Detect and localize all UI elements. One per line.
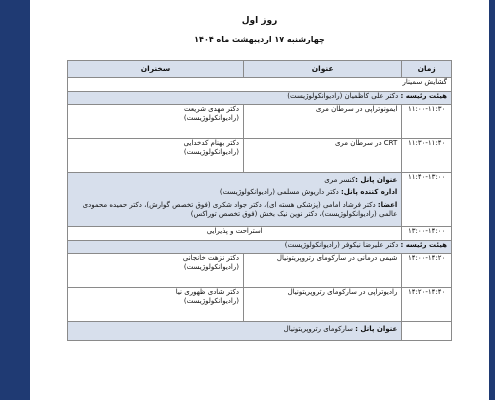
talk-title: ایمونوتراپی در سرطان مری <box>243 105 401 139</box>
speaker-specialty: (رادیوانکولوژیست) <box>183 263 239 272</box>
panel-moderator: دکتر داریوش مسلمی (رادیوانکولوژیست) <box>219 188 341 197</box>
table-row <box>68 105 452 139</box>
panel-title: سارکومای رتروپریتونیال <box>283 324 356 333</box>
talk-speaker <box>68 287 244 321</box>
talk-time: ۱۴:۰۰-۱۴:۲۰ <box>402 253 452 287</box>
speaker-specialty: (رادیوانکولوژیست) <box>183 297 239 306</box>
panel-members-label: اعضا: <box>377 200 398 209</box>
panel-row <box>68 321 452 340</box>
panel-time <box>402 321 452 340</box>
chair-row <box>68 240 452 253</box>
chair-text: دکتر علی کاظمیان (رادیوانکولوژیست) <box>287 92 401 100</box>
chair-cell <box>68 92 452 105</box>
program-table <box>67 60 452 341</box>
speaker-specialty: (رادیوانکولوژیست) <box>183 114 239 123</box>
column-header-title: عنوان <box>243 61 401 78</box>
talk-time: ۱۴:۲۰-۱۴:۴۰ <box>402 287 452 321</box>
talk-title: شیمی درمانی در سارکومای رتروپریتونیال <box>243 253 401 287</box>
panel-time: ۱۱:۴۰-۱۳:۰۰ <box>402 173 452 227</box>
chair-label: هیئت رئیسه : <box>400 240 447 249</box>
table-row <box>68 287 452 321</box>
document-page <box>30 0 489 400</box>
break-time: ۱۳:۰۰-۱۴:۰۰ <box>402 226 452 240</box>
chair-cell <box>68 240 452 253</box>
right-edge-band <box>489 0 495 400</box>
talk-speaker <box>68 139 244 173</box>
talk-title: CRT در سرطان مری <box>243 139 401 173</box>
table-header-row <box>68 61 452 78</box>
talk-title: رادیوتراپی در سارکومای رتروپریتونیال <box>243 287 401 321</box>
column-header-time: زمان <box>402 61 452 78</box>
date-line: چهارشنبه ۱۷ اردیبهشت ماه ۱۴۰۴ <box>194 35 325 44</box>
panel-members: دکتر فرشاد امامی (پزشکی هسته ای)، دکتر جواد شکری (فوق تخصص گوارش)، دکتر حمیده محمودی عالمی (رادیوانکولوژیست)، دکتر نوین نیک بخش (فوق تخصص توراکس) <box>82 200 398 219</box>
talk-speaker <box>68 253 244 287</box>
panel-row <box>68 173 452 227</box>
panel-details <box>68 173 402 227</box>
panel-title-line <box>72 325 397 334</box>
panel-members-line <box>72 201 397 220</box>
chair-row <box>68 92 452 105</box>
speaker-specialty: (رادیوانکولوژیست) <box>183 148 239 157</box>
chair-text: دکتر علیرضا نیکوفر (رادیوانکولوژیست) <box>284 240 401 249</box>
break-row <box>68 226 452 240</box>
panel-title-label: عنوان پانل : <box>355 324 398 333</box>
talk-speaker <box>68 105 244 139</box>
speaker-name: دکتر نزهت خانجانی <box>182 253 239 262</box>
panel-details <box>68 321 402 340</box>
panel-moderator-label: اداره کننده پانل: <box>341 188 398 197</box>
table-row <box>68 139 452 173</box>
column-header-speakers: سخنران <box>68 61 244 78</box>
chair-label: هیئت رئیسه : <box>400 92 447 100</box>
speaker-name: دکتر بهنام کدخدایی <box>183 139 239 147</box>
talk-time: ۱۱:۰۰-۱۱:۳۰ <box>402 105 452 139</box>
panel-title-label: عنوان پانل : <box>355 176 398 184</box>
panel-title-line <box>72 176 397 185</box>
day-title: روز اول <box>241 16 278 26</box>
speaker-name: دکتر شادی ظهوری نیا <box>175 287 239 296</box>
panel-moderator-line <box>72 188 397 197</box>
speaker-name: دکتر مهدی شریعت <box>184 105 239 113</box>
table-row <box>68 253 452 287</box>
opening-text: گشایش سمینار <box>68 78 452 92</box>
panel-title: کنسر مری <box>324 176 356 184</box>
break-label: استراحت و پذیرایی <box>68 226 402 240</box>
opening-row <box>68 78 452 92</box>
left-edge-band <box>0 0 30 400</box>
talk-time: ۱۱:۳۰-۱۱:۴۰ <box>402 139 452 173</box>
